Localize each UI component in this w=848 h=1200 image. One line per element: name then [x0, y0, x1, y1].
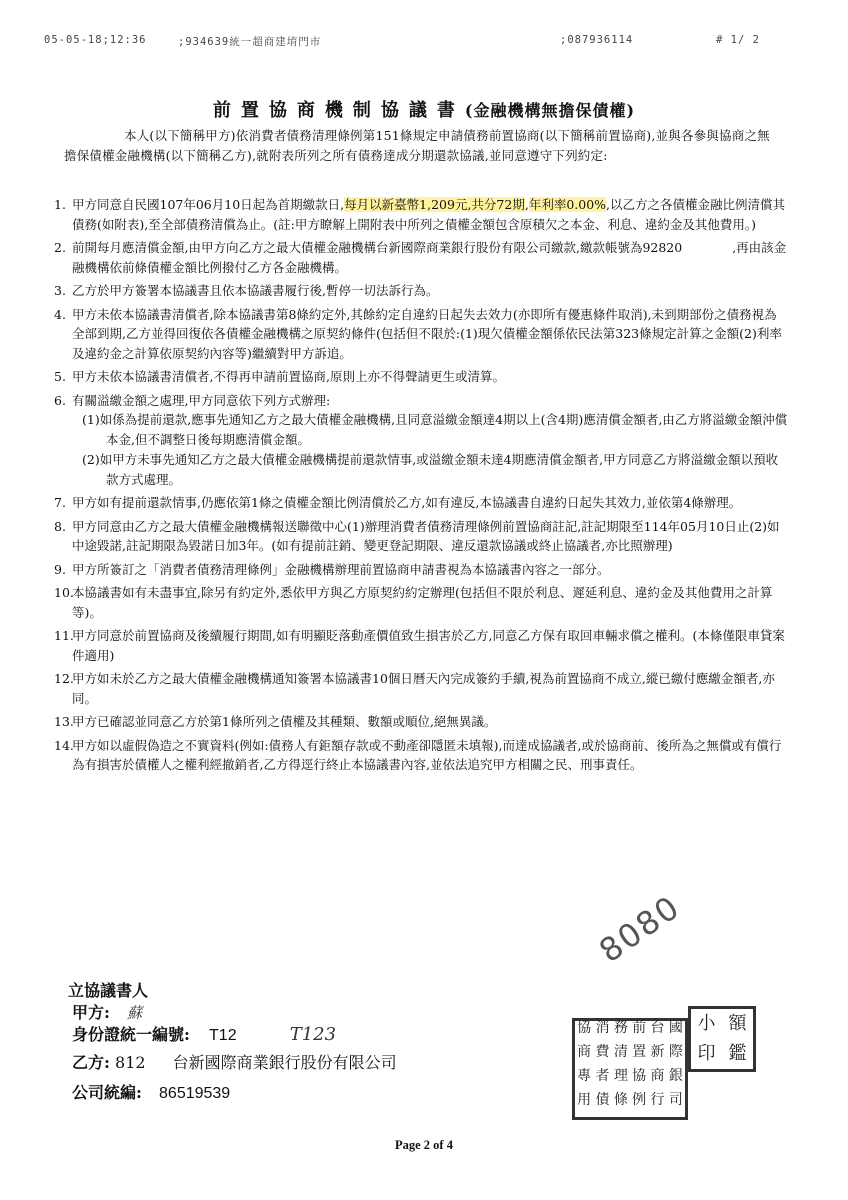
clause-number: 11. [54, 628, 74, 643]
clause-number: 7. [54, 495, 66, 510]
signatories-header [68, 978, 148, 1001]
clause-number: 10. [54, 585, 74, 600]
party-a-label: 甲方: [72, 1003, 110, 1022]
clause-number: 12. [54, 671, 74, 686]
clause-14 [54, 736, 789, 775]
party-a-row [72, 1000, 142, 1023]
clause-number: 8. [54, 518, 66, 534]
clause-11 [54, 626, 789, 665]
clause-text: 甲方已確認並同意乙方於第1條所列之債權及其種類、數額或順位,絕無異議。 [72, 714, 497, 729]
title-sub: (金融機構無擔保債權) [464, 101, 636, 120]
clause-text: 乙方於甲方簽署本協議書且依本協議書履行後,暫停一切法訴行為。 [72, 283, 439, 298]
bank-seal-stamp: 協 消 務 前 台 國 商 費 清 置 新 際 專 者 理 協 商 銀 用 債 條 例 行 司 [572, 1018, 688, 1120]
company-row [72, 1080, 230, 1103]
fax-phone: ;087936114 [560, 34, 634, 46]
clause-text: 甲方同意於前置協商及後續履行期間,如有明顯貶落動產價值致生損害於乙方,同意乙方保有取回車輛求償之權利。(本條僅限車貸案件適用) [72, 628, 785, 663]
party-b-name: 台新國際商業銀行股份有限公司 [172, 1053, 397, 1072]
clause-number: 13. [54, 714, 74, 729]
clause-6-sub-1: (1)如係為提前還款,應事先通知乙方之最大債權金融機構,且同意溢繳金額達4期以上(含4期)應清償金額者,由乙方將溢繳金額沖償本金,但不調整日後每期應清償金額。 [82, 412, 788, 447]
clause-2 [54, 238, 789, 277]
clause-text: 甲方所簽訂之「消費者債務清理條例」金融機構辦理前置協商申請書視為本協議書內容之一部分。 [72, 561, 610, 577]
handwritten-number: 8080 [592, 887, 688, 970]
clause-number: 5. [54, 369, 66, 384]
clause-8 [54, 517, 789, 556]
clause-text: , [524, 197, 529, 212]
clause-text: 甲方未依本協議書清償者,除本協議書第8條約定外,其餘約定自違約日起失去效力(亦即所有優惠條件取消),未到期部份之債務視為全部到期,乙方並得回復依各債權金融機構之原契約條件(包括但不限於:(1)現欠債權金額係依民法第323條規定計算之金額(2)利率及違約金之計算依原契約內容等)繼續對甲方訴追。 [72, 306, 782, 361]
clause-list [54, 195, 789, 779]
highlight-payment: 每月以新臺幣1,209元,共分72期 [344, 197, 525, 212]
clause-number: 2. [54, 240, 66, 255]
clause-text: 甲方同意自民國107年06月10日起為首期繳款日, [72, 197, 345, 212]
clause-10 [54, 583, 789, 622]
page-footer: Page 2 of 4 [395, 1138, 453, 1152]
clause-12 [54, 669, 789, 708]
document-title [0, 96, 848, 122]
clause-number: 4. [54, 306, 66, 322]
clause-13 [54, 712, 789, 732]
clause-text: 甲方如未於乙方之最大債權金融機構通知簽署本協議書10個日曆天內完成簽約手續,視為前置協商不成立,縱已繳付應繳金額者,亦同。 [72, 671, 775, 706]
clause-text: ,以乙方之各債權金融比例清償其債務(如附表),至全部債務清償為止。(註:甲方瞭解上開附表中所列之債權金額包含原積欠之本金、利息、違約金及其他費用。) [72, 197, 786, 232]
party-a-signature: 蘇 [127, 1004, 143, 1022]
party-b-row [72, 1050, 397, 1073]
highlight-rate: 年利率0.00% [528, 197, 607, 212]
clause-text: 甲方如有提前還款情事,仍應依第1條之債權金額比例清償於乙方,如有違反,本協議書自違約日起失其效力,並依第4條辦理。 [72, 495, 742, 510]
clause-3 [54, 281, 789, 301]
id-label: 身份證統一編號: [72, 1025, 190, 1044]
clause-text: 前開每月應清償金額,由甲方向乙方之最大債權金融機構台新國際商業銀行股份有限公司繳款,繳款帳號為92820 ,再由該金融機構依前條債權金額比例撥付乙方各金融機構。 [72, 240, 787, 275]
clause-4 [54, 305, 789, 364]
intro-paragraph: 本人(以下簡稱甲方)依消費者債務清理條例第151條規定申請債務前置協商(以下簡稱前置協商),並與各參與協商之無擔保債權金融機構(以下簡稱乙方),就附表所列之所有債務達成分期還款協議,並同意遵守下列約定: [64, 128, 770, 163]
clause-9 [54, 560, 789, 580]
clause-number: 9. [54, 561, 66, 577]
clause-6 [54, 391, 789, 490]
clause-number: 14. [54, 737, 74, 753]
clause-7 [54, 493, 789, 513]
fax-timestamp: 05-05-18;12:36 [44, 34, 147, 46]
clause-text: 有關溢繳金額之處理,甲方同意依下列方式辦理: [72, 392, 331, 408]
clause-1 [54, 195, 789, 234]
company-id-label: 公司統編: [72, 1083, 142, 1102]
party-b-label: 乙方: [72, 1053, 110, 1072]
clause-number: 3. [54, 283, 66, 298]
clause-number: 1. [54, 197, 66, 212]
party-b-code: 812 [115, 1053, 146, 1072]
clause-text: 甲方未依本協議書清償者,不得再申請前置協商,原則上亦不得聲請更生或清算。 [72, 369, 505, 384]
clause-5 [54, 367, 789, 387]
id-row [72, 1022, 336, 1045]
id-value: T12 [209, 1027, 237, 1044]
clause-6-sub-2: (2)如甲方未事先通知乙方之最大債權金融機構提前還款情事,或溢繳金額未達4期應清償金額者,甲方同意乙方將溢繳金額以預收款方式處理。 [82, 452, 779, 487]
clause-text: 甲方如以虛假偽造之不實資料(例如:債務人有鉅額存款或不動產卻隱匿未填報),而達成協議者,或於協商前、後所為之無償或有償行為有損害於債權人之權利經撤銷者,乙方得逕行終止本協議書內容,並依法追究甲方相關之民、刑事責任。 [72, 737, 782, 772]
id-handwritten: T123 [289, 1024, 337, 1045]
small-seal-stamp: 小 額 印 鑑 [688, 1006, 756, 1072]
signatories-label: 立協議書人 [68, 981, 149, 1000]
clause-text: 本協議書如有未盡事宜,除另有約定外,悉依甲方與乙方原契約約定辦理(包括但不限於利息、遲延利息、違約金及其他費用之計算等)。 [72, 585, 773, 620]
fax-sender: ;934639統一超商建堉門市 [178, 36, 322, 48]
company-id-value: 86519539 [159, 1085, 231, 1102]
fax-page: # 1/ 2 [716, 34, 760, 46]
title-main: 前置協商機制協議書 [212, 100, 465, 121]
clause-number: 6. [54, 392, 66, 408]
clause-text: 甲方同意由乙方之最大債權金融機構報送聯徵中心(1)辦理消費者債務清理條例前置協商註記,註記期限至114年05月10日止(2)如中途毀諾,註記期限為毀諾日加3年。(如有提前註銷、變更登記期限、違反還款協議或終止協議者,亦比照辦理) [72, 518, 780, 553]
